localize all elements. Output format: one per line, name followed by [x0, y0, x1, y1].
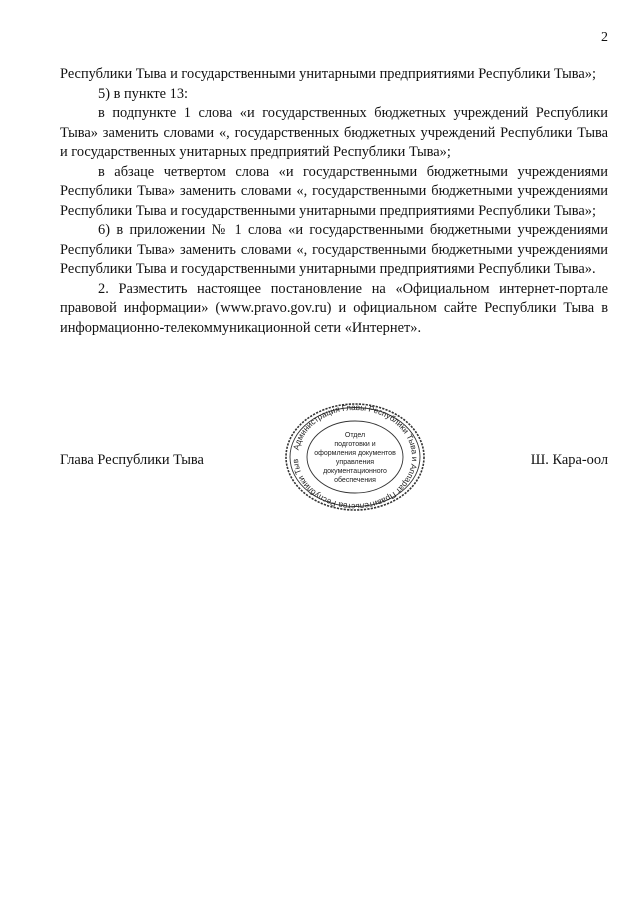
stamp-center-line-1: Отдел	[344, 432, 366, 439]
stamp-seal-icon	[282, 402, 428, 512]
page-number: 2	[601, 30, 608, 45]
stamp-center-line-2: подготовки и	[334, 441, 376, 448]
paragraph-subitem-1: в подпункте 1 слова «и государственных бюджетных учреждений Республики Тыва» заменить словами «, государственных бюджетных учреждений Республики Тыва и государственных унитарных предприятий Республики Тыва»;	[60, 105, 608, 160]
stamp-center-line-4: управления	[335, 459, 375, 466]
document-body	[60, 65, 608, 338]
paragraph-clause-2: 2. Разместить настоящее постановление на «Официальном интернет-портале правовой информации» (www.pravo.gov.ru) и официальном сайте Республики Тыва в информационно-телекоммуникационной сети «Интернет».	[60, 280, 608, 336]
signatory-title: Глава Республики Тыва	[60, 452, 204, 468]
stamp-ring-text: Администрация Главы Республики Тыва и Аппарат Правительства Республики Тыв	[291, 402, 420, 512]
paragraph-fourth-abzac: в абзаце четвертом слова «и государственными бюджетными учреждениями Республики Тыва» заменить словами «, государственными бюджетными учреждениями Республики Тыва и государственными унитарными предприятиями Республики Тыва»;	[60, 163, 608, 219]
stamp-center-line-3: оформления документов	[314, 450, 396, 457]
paragraph-item-6: 6) в приложении № 1 слова «и государственными бюджетными учреждениями Республики Тыва» заменить словами «, государственными бюджетными учреждениями Республики Тыва и государственными унитарными предприятиями Республики Тыва».	[60, 222, 608, 277]
paragraph-item-5: 5) в пункте 13:	[98, 85, 189, 102]
signatory-name: Ш. Кара-оол	[530, 452, 608, 468]
paragraph-continuation: Республики Тыва и государственными унитарными предприятиями Республики Тыва»;	[60, 66, 596, 82]
stamp-center-line-5: документационного	[323, 468, 387, 475]
stamp-center-line-6: обеспечения	[334, 477, 376, 484]
official-stamp	[282, 402, 428, 512]
